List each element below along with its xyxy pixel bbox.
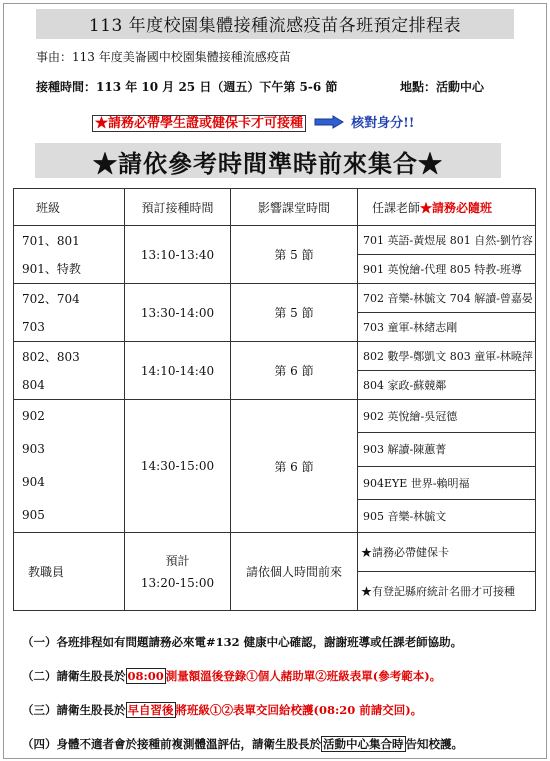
teacher-cell: 904EYE 世界-賴明福: [358, 466, 536, 499]
class-name: 901、特教: [22, 261, 81, 276]
footnote-2-time: 08:00: [127, 669, 164, 683]
class-cell: [14, 284, 125, 342]
header-class: 班級: [14, 189, 125, 226]
schedule-time: 接種時間：113 年 10 月 25 日（週五）下午第 5-6 節: [36, 80, 338, 94]
teacher-cell: 802 數學-鄭凱文 803 童軍-林曉萍: [358, 342, 536, 371]
page-title: 113 年度校園集體接種流感疫苗各班預定排程表: [88, 16, 462, 36]
teacher-cell: 804 家政-蘇競鄰: [358, 371, 536, 400]
teacher-cell: 902 英悅繪-吳冠德: [358, 400, 536, 433]
time-cell: 14:10-14:40: [125, 342, 231, 400]
verify-identity-text: 核對身分!!: [351, 116, 415, 131]
class-name: 802、803: [22, 349, 80, 364]
id-required-text: ★請務必帶學生證或健保卡才可接種: [92, 115, 306, 132]
affected-cell: 第 6 節: [231, 342, 358, 400]
time-cell: 14:30-15:00: [125, 400, 231, 533]
class-name: 905: [22, 508, 45, 522]
table-row: [14, 226, 536, 255]
right-arrow-icon: [314, 115, 344, 133]
teacher-cell: 703 童軍-林緒志剛: [358, 313, 536, 342]
teacher-cell: 905 音樂-林毓文: [358, 499, 536, 532]
affected-cell: 第 5 節: [231, 226, 358, 284]
table-row: [14, 342, 536, 371]
footnote-3-body: 將班級①②表單交回給校護(08:20 前請交回)。: [175, 703, 423, 717]
teacher-cell: 901 英悅繪-代理 805 特教-班導: [358, 255, 536, 284]
class-name: 902: [22, 409, 45, 423]
staff-label: 教職員: [14, 533, 125, 611]
affected-cell: 第 6 節: [231, 400, 358, 533]
schedule-table: [13, 188, 536, 611]
staff-affected: 請依個人時間前來: [231, 533, 358, 611]
staff-note: ★請務必帶健保卡: [358, 533, 536, 572]
footnote-3: [22, 702, 422, 718]
table-row: [14, 400, 536, 433]
schedule-line: [36, 78, 485, 95]
staff-time: 13:20-15:00: [140, 575, 215, 590]
staff-row: [14, 533, 536, 572]
location: 地點：活動中心: [400, 80, 485, 94]
class-name: 804: [22, 377, 45, 392]
time-cell: 13:30-14:00: [125, 284, 231, 342]
class-cell: [14, 226, 125, 284]
staff-note: ★有登記縣府統計名冊才可接種: [358, 572, 536, 611]
staff-time-cell: [125, 533, 231, 611]
teacher-cell: 702 音樂-林毓文 704 解讀-曾嘉晏: [358, 284, 536, 313]
header-teacher-required: ★請務必隨班: [420, 200, 493, 215]
class-name: 903: [22, 442, 45, 456]
class-name: 701、801: [22, 233, 80, 248]
footnote-2-prefix: （二）請衛生股長於: [22, 669, 126, 683]
header-teacher: [358, 189, 536, 226]
affected-cell: 第 5 節: [231, 284, 358, 342]
class-name: 703: [22, 319, 45, 334]
footnote-4-body: 告知校護。: [405, 737, 463, 751]
header-affected: 影響課堂時間: [231, 189, 358, 226]
teacher-cell: 701 英語-黃煜展 801 自然-劉竹容: [358, 226, 536, 255]
footnote-2: [22, 668, 441, 684]
footnote-1: （一）各班排程如有問題請務必來電#132 健康中心確認，謝謝班導或任課老師協助。: [22, 635, 463, 649]
id-notice: [92, 112, 415, 133]
class-cell: [14, 400, 125, 533]
subject-line: 事由：113 年度美崙國中校園集體接種流感疫苗: [36, 50, 291, 64]
time-cell: 13:10-13:40: [125, 226, 231, 284]
footnote-4-box: 活動中心集合時: [323, 737, 404, 751]
header-teacher-label: 任課老師: [372, 200, 421, 215]
table-header-row: [14, 189, 536, 226]
footnote-4-prefix: （四）身體不適者會於接種前複測體溫評估，請衛生股長於: [22, 737, 321, 751]
footnote-2-body: 測量額溫後登錄①個人赭助單②班級表單(參考範本)。: [165, 669, 442, 683]
class-name: 904: [22, 475, 45, 489]
gather-banner: ★請依參考時間準時前來集合★: [93, 149, 443, 178]
header-time: 預訂接種時間: [125, 189, 231, 226]
footnote-4: [22, 736, 463, 752]
table-row: [14, 284, 536, 313]
footnote-3-prefix: （三）請衛生股長於: [22, 703, 126, 717]
teacher-cell: 903 解讀-陳蕙菁: [358, 433, 536, 466]
footnote-3-box: 早自習後: [127, 703, 174, 717]
class-cell: [14, 342, 125, 400]
staff-time-label: 預計: [165, 553, 190, 568]
class-name: 702、704: [22, 291, 80, 306]
